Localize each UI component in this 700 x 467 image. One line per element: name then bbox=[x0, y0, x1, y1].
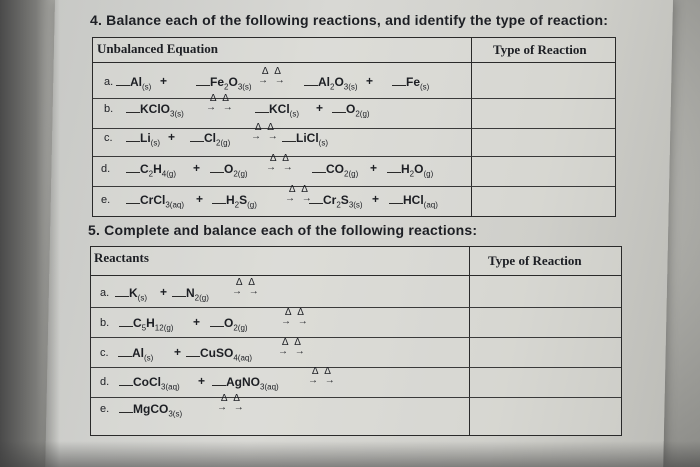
q5-row-line bbox=[91, 307, 621, 308]
formula-subscript: 3(s) bbox=[170, 109, 184, 119]
plus-sign: + bbox=[193, 161, 201, 175]
arrow-symbol: → → bbox=[266, 162, 295, 173]
heat-symbol: Δ Δ bbox=[288, 184, 310, 195]
formula-subscript: 3(s) bbox=[237, 82, 252, 92]
arrow-symbol: → → bbox=[258, 75, 287, 86]
plus-sign: + bbox=[174, 345, 182, 359]
formula-subscript: (s) bbox=[137, 293, 147, 303]
chemical-formula: $O_{2(g)}$ bbox=[224, 316, 248, 333]
q4-row-label: b. bbox=[104, 103, 114, 115]
reactant-2 bbox=[186, 345, 252, 365]
chemical-formula: CoCl$_{3(aq)}$ bbox=[133, 375, 180, 392]
heat-symbol: Δ Δ bbox=[209, 93, 231, 104]
q4-row-label: e. bbox=[101, 194, 111, 206]
reactant-2 bbox=[172, 285, 209, 305]
coefficient-blank bbox=[126, 161, 140, 173]
coefficient-blank bbox=[115, 285, 129, 297]
arrow-symbol: → → bbox=[285, 193, 314, 204]
chemical-formula: $O_{2(g)}$ bbox=[224, 162, 248, 179]
chemical-formula: CrCl$_{3(aq)}$ bbox=[140, 193, 185, 210]
q4-table bbox=[92, 37, 616, 217]
arrow-symbol: → → bbox=[206, 102, 235, 113]
coefficient-blank bbox=[332, 101, 346, 113]
formula-subscript: 2 bbox=[336, 200, 341, 210]
heat-arrow bbox=[258, 67, 287, 85]
plus-sign: + bbox=[198, 374, 206, 388]
q4-row-line bbox=[93, 186, 615, 187]
formula-subscript: 3(s) bbox=[343, 82, 358, 92]
q4-row-line bbox=[93, 98, 615, 99]
heat-arrow bbox=[278, 338, 307, 356]
chemical-formula: AgNO$_{3(aq)}$ bbox=[226, 375, 279, 392]
plus-sign: + bbox=[160, 74, 168, 88]
reactant-1 bbox=[119, 401, 182, 421]
q5-row-label: e. bbox=[100, 403, 110, 415]
reactant-1 bbox=[116, 74, 151, 94]
coefficient-blank bbox=[196, 74, 210, 86]
coefficient-blank bbox=[119, 401, 133, 413]
plus-sign: + bbox=[370, 161, 378, 175]
q4-header-type: Type of Reaction bbox=[493, 42, 587, 57]
formula-subscript: 4(aq) bbox=[233, 353, 253, 363]
reactant-1 bbox=[119, 315, 173, 335]
q5-row-line bbox=[91, 337, 621, 338]
q4-header-equation: Unbalanced Equation bbox=[97, 41, 219, 56]
heat-arrow bbox=[308, 367, 337, 385]
heat-arrow bbox=[206, 94, 235, 112]
formula-subscript: 2(g) bbox=[216, 138, 231, 148]
arrow-symbol: → → bbox=[217, 402, 246, 413]
heat-arrow bbox=[251, 123, 280, 141]
coefficient-blank bbox=[392, 74, 406, 86]
coefficient-blank bbox=[212, 374, 226, 386]
heat-symbol: Δ Δ bbox=[254, 122, 276, 133]
plus-sign: + bbox=[316, 101, 324, 115]
chemical-formula: $C_5H_{12(g)}$ bbox=[133, 316, 174, 333]
formula-subscript: 5 bbox=[141, 323, 147, 333]
coefficient-blank bbox=[126, 101, 140, 113]
q5-row-line bbox=[91, 397, 621, 398]
plus-sign: + bbox=[372, 192, 380, 206]
product-1 bbox=[282, 130, 328, 150]
q5-column-divider bbox=[469, 247, 470, 435]
chemical-formula: $Cl_{2(g)}$ bbox=[204, 131, 231, 148]
chemical-formula: HCl$_{(aq)}$ bbox=[403, 193, 438, 210]
formula-subscript: 2(g) bbox=[233, 323, 248, 333]
heat-symbol: Δ Δ bbox=[235, 277, 257, 288]
product-2 bbox=[387, 161, 433, 181]
coefficient-blank bbox=[190, 130, 204, 142]
q5-row-label: a. bbox=[100, 287, 110, 299]
coefficient-blank bbox=[210, 161, 224, 173]
chemical-formula: $C_2H_{4(g)}$ bbox=[140, 162, 177, 179]
formula-subscript: 3(aq) bbox=[161, 382, 180, 392]
heat-arrow bbox=[266, 154, 295, 172]
reactant-2 bbox=[196, 74, 252, 94]
chemical-formula: $Fe_{(s)}$ bbox=[406, 75, 430, 92]
reactant-2 bbox=[212, 374, 279, 394]
arrow-symbol: → → bbox=[308, 375, 337, 386]
chemical-formula: $N_{2(g)}$ bbox=[186, 286, 209, 303]
chemical-formula: $K_{(s)}$ bbox=[129, 286, 147, 303]
reactant-1 bbox=[115, 285, 147, 305]
chemical-formula: MgCO$_{3(s)}$ bbox=[133, 402, 183, 419]
reactant-1 bbox=[118, 345, 153, 365]
formula-subscript: 2 bbox=[224, 82, 229, 92]
reactant-1 bbox=[126, 192, 184, 212]
plus-sign: + bbox=[196, 192, 204, 206]
plus-sign: + bbox=[160, 285, 168, 299]
reactant-1 bbox=[119, 374, 180, 394]
heat-symbol: Δ Δ bbox=[261, 66, 283, 77]
formula-subscript: 2(g) bbox=[355, 109, 370, 119]
q4-row-label: a. bbox=[104, 76, 114, 88]
q4-column-divider bbox=[471, 38, 472, 216]
plus-sign: + bbox=[366, 74, 374, 88]
reactant-2 bbox=[212, 192, 257, 212]
formula-subscript: 2 bbox=[409, 169, 415, 179]
question-5-title: 5. Complete and balance each of the following reactions: bbox=[88, 222, 478, 238]
chemical-formula: $O_{2(g)}$ bbox=[346, 102, 370, 119]
left-shadow bbox=[0, 0, 60, 467]
q5-row-label: d. bbox=[100, 376, 110, 388]
coefficient-blank bbox=[212, 192, 226, 204]
q5-header-type: Type of Reaction bbox=[488, 253, 582, 268]
formula-subscript: (s) bbox=[142, 82, 152, 92]
coefficient-blank bbox=[210, 315, 224, 327]
chemical-formula: $H_2S_{(g)}$ bbox=[226, 193, 257, 210]
coefficient-blank bbox=[126, 192, 140, 204]
coefficient-blank bbox=[312, 161, 326, 173]
heat-arrow bbox=[217, 394, 246, 412]
reactant-1 bbox=[126, 130, 160, 150]
chemical-formula: $Al_2O_{3(s)}$ bbox=[318, 75, 358, 92]
formula-subscript: (s) bbox=[318, 138, 328, 148]
coefficient-blank bbox=[119, 374, 133, 386]
formula-subscript: (g) bbox=[247, 200, 257, 210]
reactant-1 bbox=[126, 161, 176, 181]
coefficient-blank bbox=[282, 130, 296, 142]
arrow-symbol: → → bbox=[232, 286, 261, 297]
reactant-1 bbox=[126, 101, 184, 121]
heat-symbol: Δ Δ bbox=[220, 393, 242, 404]
formula-subscript: 3(aq) bbox=[165, 200, 185, 210]
chemical-formula: $Li_{(s)}$ bbox=[140, 131, 160, 148]
formula-subscript: 2(g) bbox=[344, 169, 359, 179]
formula-subscript: 3(aq) bbox=[260, 382, 279, 392]
formula-subscript: 2 bbox=[234, 200, 240, 210]
q4-row-label: d. bbox=[101, 163, 111, 175]
chemical-formula: KClO$_{3(s)}$ bbox=[140, 102, 184, 119]
coefficient-blank bbox=[387, 161, 401, 173]
formula-subscript: (g) bbox=[423, 169, 434, 179]
product-1 bbox=[255, 101, 299, 121]
q4-row-label: c. bbox=[104, 132, 113, 144]
q5-header-reactants: Reactants bbox=[94, 250, 149, 265]
formula-subscript: 12(g) bbox=[154, 323, 174, 333]
heat-symbol: Δ Δ bbox=[284, 307, 306, 318]
formula-subscript: 3(s) bbox=[168, 409, 183, 419]
q4-row-line bbox=[93, 156, 615, 157]
formula-subscript: 3(s) bbox=[348, 200, 363, 210]
coefficient-blank bbox=[309, 192, 323, 204]
reactant-2 bbox=[210, 315, 248, 335]
chemical-formula: $Fe_2O_{3(s)}$ bbox=[210, 75, 252, 92]
product-1 bbox=[304, 74, 358, 94]
formula-subscript: 2 bbox=[330, 82, 335, 92]
plus-sign: + bbox=[168, 130, 176, 144]
formula-subscript: 2(g) bbox=[194, 293, 209, 303]
chemical-formula: LiCl$_{(s)}$ bbox=[296, 131, 328, 148]
plus-sign: + bbox=[193, 315, 201, 329]
q5-row-label: c. bbox=[100, 347, 109, 359]
heat-arrow bbox=[281, 308, 310, 326]
coefficient-blank bbox=[118, 345, 132, 357]
chemical-formula: $Cr_2S_{3(s)}$ bbox=[323, 193, 363, 210]
product-2 bbox=[332, 101, 370, 121]
formula-subscript: (s) bbox=[150, 138, 160, 148]
coefficient-blank bbox=[304, 74, 318, 86]
heat-arrow bbox=[232, 278, 261, 296]
formula-subscript: 2 bbox=[148, 169, 154, 179]
chemical-formula: KCl$_{(s)}$ bbox=[269, 102, 299, 119]
heat-symbol: Δ Δ bbox=[281, 337, 303, 348]
coefficient-blank bbox=[126, 130, 140, 142]
formula-subscript: (aq) bbox=[423, 200, 438, 210]
coefficient-blank bbox=[172, 285, 186, 297]
chemical-formula: CuSO$_{4(aq)}$ bbox=[200, 346, 253, 363]
q5-row-label: b. bbox=[100, 317, 110, 329]
formula-subscript: (s) bbox=[144, 353, 154, 363]
product-1 bbox=[312, 161, 358, 181]
arrow-symbol: → → bbox=[281, 316, 310, 327]
product-2 bbox=[389, 192, 438, 212]
heat-symbol: Δ Δ bbox=[269, 153, 291, 164]
coefficient-blank bbox=[116, 74, 130, 86]
chemical-formula: $Al_{(s)}$ bbox=[132, 346, 154, 363]
coefficient-blank bbox=[389, 192, 403, 204]
reactant-2 bbox=[210, 161, 248, 181]
reactant-2 bbox=[190, 130, 230, 150]
chemical-formula: $H_2O_{(g)}$ bbox=[401, 162, 434, 179]
formula-subscript: (s) bbox=[289, 109, 299, 119]
formula-subscript: 2(g) bbox=[233, 169, 248, 179]
bottom-shadow bbox=[0, 441, 700, 467]
formula-subscript: (s) bbox=[420, 82, 430, 92]
chemical-formula: $CO_{2(g)}$ bbox=[326, 162, 359, 179]
arrow-symbol: → → bbox=[278, 346, 307, 357]
coefficient-blank bbox=[119, 315, 133, 327]
heat-symbol: Δ Δ bbox=[311, 366, 333, 377]
q4-row-line bbox=[93, 128, 615, 129]
arrow-symbol: → → bbox=[251, 131, 280, 142]
q5-row-line bbox=[91, 367, 621, 368]
formula-subscript: 4(g) bbox=[161, 169, 177, 179]
chemical-formula: $Al_{(s)}$ bbox=[130, 75, 152, 92]
coefficient-blank bbox=[255, 101, 269, 113]
product-2 bbox=[392, 74, 429, 94]
product-1 bbox=[309, 192, 363, 212]
coefficient-blank bbox=[186, 345, 200, 357]
question-4-title: 4. Balance each of the following reactions, and identify the type of reaction: bbox=[90, 12, 609, 28]
